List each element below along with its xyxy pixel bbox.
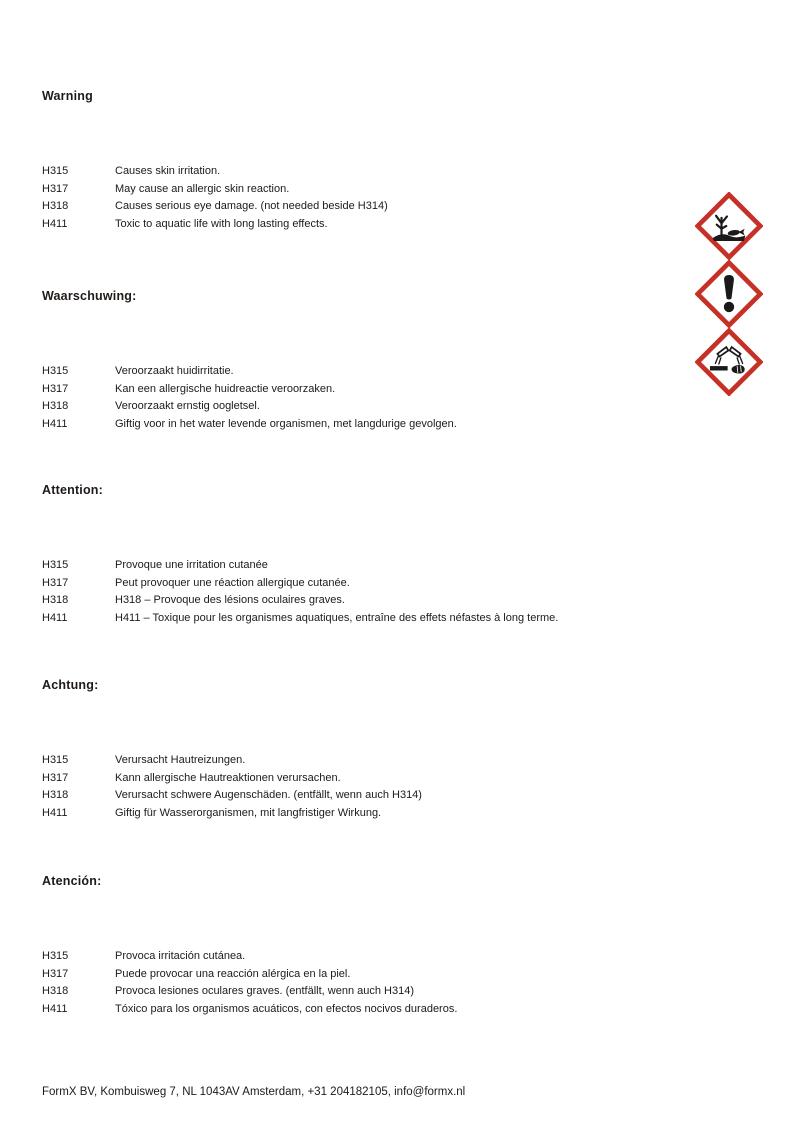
hazard-code: H411 — [42, 417, 68, 430]
hazard-text: Verursacht Hautreizungen. — [115, 754, 246, 766]
hazard-code: H315 — [42, 559, 69, 571]
ghs07-exclamation-icon — [695, 260, 763, 328]
hazard-code: H411 — [42, 611, 68, 624]
hazard-row — [42, 181, 674, 199]
hazard-row — [42, 948, 674, 966]
hazard-text: Verursacht schwere Augenschäden. (entfällt, wenn auch H314) — [115, 789, 422, 801]
hazard-code: H317 — [42, 182, 69, 195]
hazard-rows-english — [42, 163, 674, 233]
hazard-row — [42, 787, 674, 805]
ghs09-environmental-hazard-icon — [695, 192, 763, 260]
hazard-row — [42, 1001, 674, 1019]
hazard-rows-spanish — [42, 948, 674, 1018]
hazard-code: H315 — [42, 165, 69, 177]
hazard-code: H318 — [42, 200, 69, 212]
hazard-code: H318 — [42, 400, 69, 412]
hazard-text: Giftig für Wasserorganismen, mit langfristiger Wirkung. — [115, 806, 382, 819]
hazard-text: H411 – Toxique pour les organismes aquatiques, entraîne des effets néfastes à long terme. — [115, 611, 559, 624]
hazard-code: H411 — [42, 1002, 68, 1015]
hazard-text: H318 – Provoque des lésions oculaires graves. — [115, 594, 345, 606]
hazard-text: Provoca lesiones oculares graves. (entfällt, wenn auch H314) — [115, 985, 414, 997]
hazard-row — [42, 416, 674, 434]
hazard-row — [42, 575, 674, 593]
ghs-pictogram-column — [695, 192, 763, 396]
hazard-code: H317 — [42, 576, 69, 589]
hazard-text: May cause an allergic skin reaction. — [115, 182, 290, 195]
hazard-row — [42, 398, 674, 416]
hazard-text: Toxic to aquatic life with long lasting effects. — [115, 217, 328, 230]
hazard-text: Provoque une irritation cutanée — [115, 559, 268, 571]
hazard-code: H315 — [42, 754, 69, 766]
section-spanish — [42, 874, 674, 1018]
hazard-text: Kan een allergische huidreactie veroorzaken. — [115, 382, 336, 395]
hazard-rows-french — [42, 557, 674, 627]
section-heading-dutch: Waarschuwing: — [42, 289, 137, 303]
hazard-row — [42, 216, 674, 234]
hazard-code: H318 — [42, 789, 69, 801]
hazard-code: H411 — [42, 217, 68, 230]
section-heading-german: Achtung: — [42, 678, 99, 692]
hazard-row — [42, 983, 674, 1001]
hazard-row — [42, 363, 674, 381]
hazard-text: Causes serious eye damage. (not needed beside H314) — [115, 200, 388, 212]
section-heading-french: Attention: — [42, 483, 104, 497]
hazard-rows-dutch — [42, 363, 674, 433]
section-dutch — [42, 289, 674, 433]
hazard-text: Kann allergische Hautreaktionen verursachen. — [115, 771, 341, 784]
hazard-text: Veroorzaakt huidirritatie. — [115, 365, 234, 377]
hazard-code: H318 — [42, 985, 69, 997]
section-french — [42, 483, 674, 627]
hazard-code: H411 — [42, 806, 68, 819]
hazard-row — [42, 163, 674, 181]
hazard-text: Causes skin irritation. — [115, 165, 221, 177]
section-heading-spanish: Atención: — [42, 874, 102, 888]
hazard-text: Puede provocar una reacción alérgica en la piel. — [115, 967, 351, 980]
hazard-code: H317 — [42, 771, 69, 784]
hazard-code: H317 — [42, 382, 69, 395]
hazard-row — [42, 770, 674, 788]
ghs05-corrosion-icon — [695, 328, 763, 396]
hazard-text: Giftig voor in het water levende organismen, met langdurige gevolgen. — [115, 417, 457, 430]
hazard-code: H315 — [42, 950, 69, 962]
section-german — [42, 678, 674, 822]
hazard-text: Provoca irritación cutánea. — [115, 950, 246, 962]
hazard-code: H317 — [42, 967, 69, 980]
hazard-row — [42, 198, 674, 216]
hazard-text: Tóxico para los organismos acuáticos, con efectos nocivos duraderos. — [115, 1002, 458, 1015]
hazard-text: Veroorzaakt ernstig oogletsel. — [115, 400, 260, 412]
hazard-row — [42, 752, 674, 770]
hazard-row — [42, 610, 674, 628]
hazard-rows-german — [42, 752, 674, 822]
footer-company-info: FormX BV, Kombuisweg 7, NL 1043AV Amsterdam, +31 204182105, info@formx.nl — [42, 1086, 466, 1098]
hazard-text: Peut provoquer une réaction allergique cutanée. — [115, 576, 350, 589]
section-english — [42, 89, 674, 233]
hazard-row — [42, 966, 674, 984]
hazard-code: H318 — [42, 594, 69, 606]
hazard-code: H315 — [42, 365, 69, 377]
hazard-row — [42, 557, 674, 575]
section-heading-english: Warning — [42, 89, 93, 103]
hazard-row — [42, 592, 674, 610]
hazard-row — [42, 805, 674, 823]
hazard-row — [42, 381, 674, 399]
